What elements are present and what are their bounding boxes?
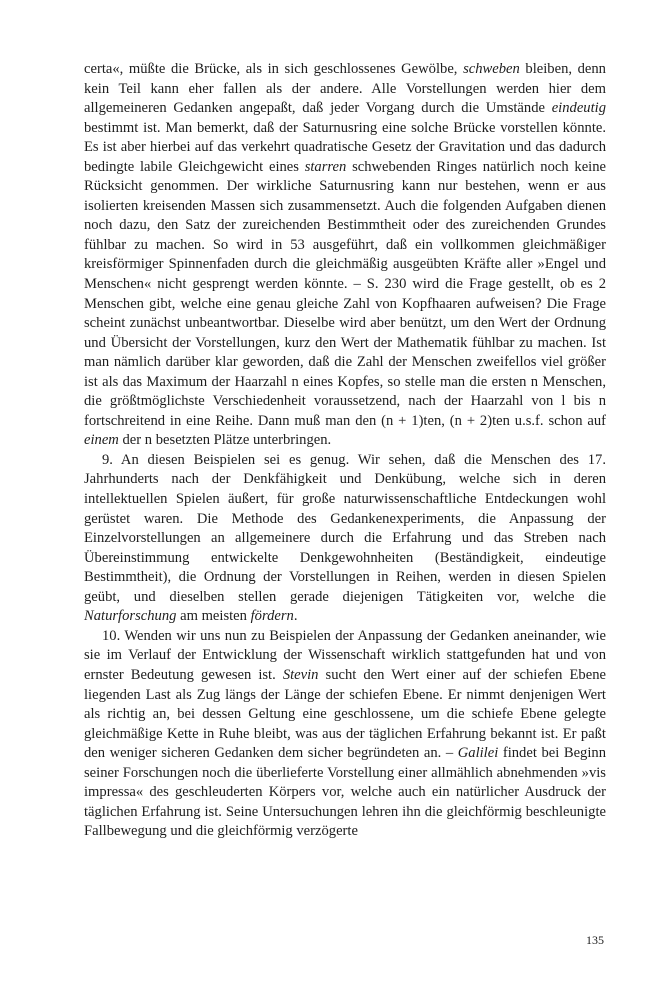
italic-run: schweben [463,61,520,77]
text-run: schwebenden Ringes natürlich noch keine Rücksicht genommen. Der wirkliche Saturnusring kann nur bestehen, wenn er aus isolierten kreisenden Massen sich zusammensetzt. Auch die folgenden Aufgaben dienen noch dazu, den Satz der zureichenden Bestimmtheit oder des zureichenden Grundes fühlbar zu machen. So wird in 53 ausgeführt, daß ein vollkommen gleichmäßiger kreisförmiger Spinnenfaden durch die gleichmäßig ausgeübten Kräfte aller »Engel und Menschen« nicht gesprengt werden könnte. – S. 230 wird die Frage gestellt, ob es 2 Menschen gibt, welche eine genau gleiche Zahl von Kopfhaaren aufweisen? Die Frage scheint zunächst unbeantwortbar. Dieselbe wird aber benützt, um den Wert der Ordnung und Übersicht der Vorstellungen, kurz den Wert der Mathematik fühlbar zu machen. Ist man nämlich darüber klar geworden, daß die Zahl der Menschen zweifellos viel größer ist als das Maximum der Haarzahl n eines Kopfes, so stelle man die ersten n Menschen, die größtmöglichste Verschiedenheit voraussetzend, nach der Haarzahl von l bis n fortschreitend in eine Reihe. Dann muß man den (n + 1)ten, (n + 2)ten u.s.f. schon auf [84,158,607,429]
page-body [84,60,606,842]
page-number: 135 [586,933,604,947]
italic-run: fördern [250,608,294,625]
italic-run: Naturforschung [84,608,177,625]
italic-run: Stevin [282,666,319,683]
italic-run: starren [304,158,347,175]
text-run: certa«, müßte die Brücke, als in sich geschlossenes Gewölbe, [84,61,464,77]
text-run: . [293,608,298,625]
text-run: findet bei Beginn seiner Forschungen noch die überlieferte Vorstellung einer allmählich abnehmenden »vis impressa« des geschleuderten Körpers vor, welche auch ein natürlicher Ausdruck der täglichen Erfahrung ist. Seine Untersuchungen lehren ihn die gleichförmig beschleunigte Fallbewegung und die gleichförmig verzögerte [84,745,606,840]
text-run: sucht den Wert einer auf der schiefen Ebene liegenden Last als Zug längs der Länge der schiefen Ebene. Er nimmt denjenigen Wert als richtig an, bei dessen Geltung eine geschlossene, um die schiefe Ebene gelegte gleichmäßige Kette in Ruhe bleibt, was aus der täglichen Erfahrung bekannt ist. Er paßt den weniger sicheren Gedanken dem sicher begründeten an. – [84,666,606,762]
italic-run: eindeutig [551,100,606,117]
paragraph-10 [84,627,606,842]
text-run: bestimmt ist. Man bemerkt, daß der Saturnusring eine solche Brücke vorstellen könnte. Es ist aber hierbei auf das verkehrt quadratische Gesetz der Gravitation und das dadurch bedingte labile Gleichgewicht eines [84,119,606,175]
text-run: am meisten [176,608,251,625]
italic-run: einem [84,432,119,449]
paragraph-continuation [84,60,606,451]
text-run: 10. Wenden wir uns nun zu Beispielen der Anpassung der Gedanken aneinander, wie sie im Verlauf der Entwicklung der Wissenschaft wirklich stattgefunden hat und von ernster Bedeutung gewesen ist. [84,627,606,683]
text-run: bleiben, denn kein Teil kann eher fallen als der andere. Alle Vorstellungen werden hier dem allgemeineren Gedanken angepaßt, daß jeder Vorgang durch die Umstände [84,61,606,117]
text-run: 9. An diesen Beispielen sei es genug. Wir sehen, daß die Menschen des 17. Jahrhunderts nach der Denkfähigkeit und Denkübung, welche sich in deren intellektuellen Spielen äußert, für große naturwissenschaftliche Entdeckungen wohl gerüstet waren. Die Methode des Gedankenexperiments, die Anpassung der Einzelvorstellungen an allgemeinere durch die Erfahrung und das Streben nach Übereinstimmung entwickelte Denkgewohnheiten (Beständigkeit, eindeutige Bestimmtheit), die Ordnung der Vorstellungen in Reihen, werden in diesen Spielen geübt, und dieselben stellen gerade diejenigen Tätigkeiten vor, welche die [84,451,606,605]
paragraph-9 [84,451,606,627]
text-run: der n besetzten Plätze unterbringen. [118,432,332,449]
italic-run: Galilei [457,745,499,762]
